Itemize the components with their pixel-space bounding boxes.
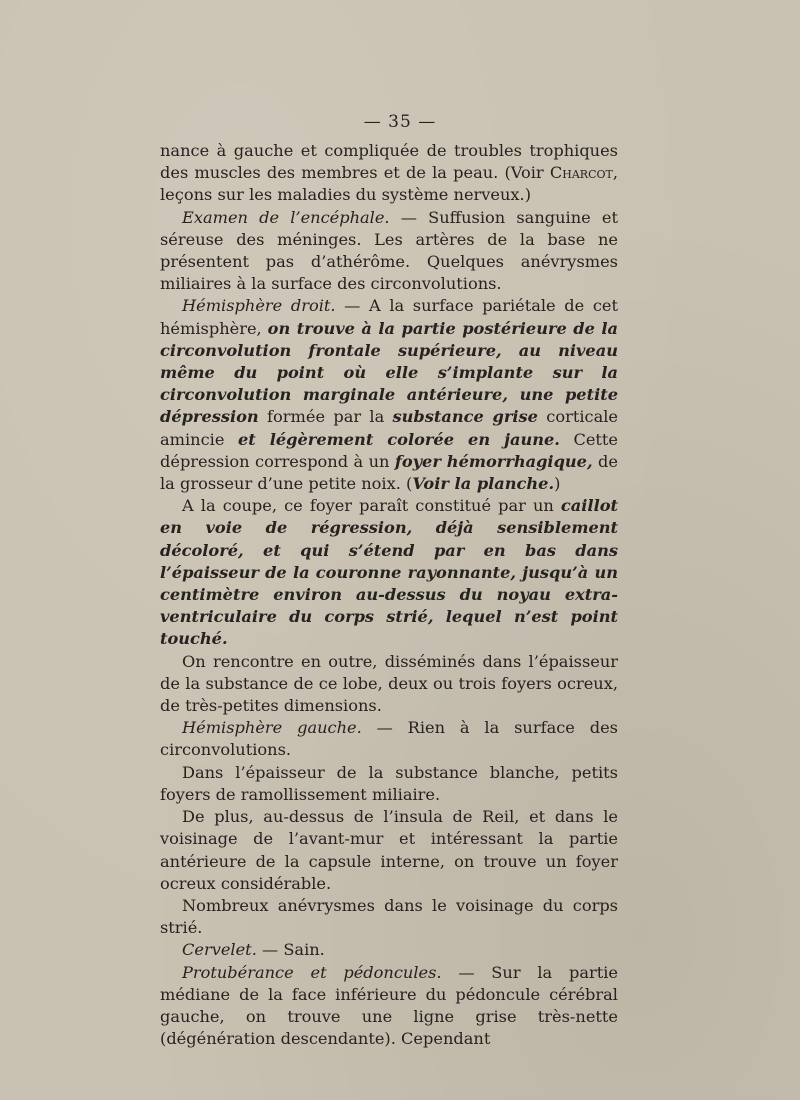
paragraph-8: De plus, au-dessus de l’insula de Reil, et dans le voisinage de l’avant-mur et intéressant la partie antérieure de la capsule interne, on trouve un foyer ocreux considérable.	[160, 807, 618, 893]
section-heading: Examen de l’encéphale.	[182, 207, 390, 227]
section-heading: Hémisphère droit.	[182, 296, 336, 316]
text-run: , leçons sur les maladies du système nerveux.)	[160, 163, 618, 205]
text-run: — A la surface pariétale de cet hémisphère,	[160, 296, 618, 338]
text-run: — Suffusion sanguine et séreuse des méninges. Les artères de la base ne présentent pas d’athérôme. Quelques anévrysmes miliaires à la surface des circonvolutions.	[160, 207, 618, 294]
paragraph-1	[160, 140, 618, 207]
text-run: formée par la	[258, 407, 393, 427]
text-run: A la coupe, ce foyer paraît constitué par un	[182, 496, 561, 516]
text-run: )	[554, 474, 561, 494]
text-run: Cette dépression correspond à un	[160, 429, 619, 471]
paragraph-9: Nombreux anévrysmes dans le voisinage du corps strié.	[160, 895, 618, 938]
emphasis: caillot en voie de régression, déjà sensiblement décoloré, et qui s’étend par en bas dans l’épaisseur de la couronne rayonnante, jusqu’à un centimètre environ au-dessus du noyau extra-ventriculaire du corps strié, lequel n’est point touché.	[160, 496, 618, 649]
paragraph-3	[160, 295, 618, 495]
section-heading: Cervelet.	[182, 940, 257, 960]
page-number: — 35 —	[363, 112, 437, 132]
emphasis: Voir la planche.	[412, 474, 555, 494]
emphasis: substance grise	[392, 407, 538, 427]
paragraph-2	[160, 207, 618, 296]
emphasis: foyer hémorrhagique,	[394, 451, 593, 471]
author-name: Charcot	[549, 163, 613, 183]
text-run: de la grosseur d’une petite noix. (	[160, 451, 618, 494]
paragraph-5: On rencontre en outre, disséminés dans l’épaisseur de la substance de ce lobe, deux ou trois foyers ocreux, de très-petites dimensions.	[160, 651, 618, 716]
emphasis: on trouve à la partie postérieure de la circonvolution frontale supérieure, au niveau même du point où elle s’implante sur la circonvolution marginale antérieure, une petite dépression	[160, 318, 618, 427]
body-text	[160, 140, 618, 1050]
paragraph-7: Dans l’épaisseur de la substance blanche, petits foyers de ramollissement miliaire.	[160, 762, 618, 804]
text-run: nance à gauche et compliquée de troubles trophiques des muscles des membres et de la peau. (Voir	[160, 141, 618, 183]
text-run: corticale amincie	[160, 407, 618, 449]
paragraph-6	[160, 717, 618, 761]
section-heading: Protubérance et pédoncules.	[182, 962, 442, 982]
text-run: — Rien à la surface des circonvolutions.	[160, 718, 618, 760]
paragraph-4	[160, 495, 618, 650]
text-run: — Sur la partie médiane de la face inférieure du pédoncule cérébral gauche, on trouve une ligne grise très-nette (dégénération descendante). Cependant	[160, 962, 618, 1049]
emphasis: et légèrement colorée en jaune.	[237, 429, 560, 449]
paragraph-10	[160, 939, 618, 961]
paragraph-11	[160, 962, 618, 1051]
text-run: — Sain.	[256, 940, 325, 960]
section-heading: Hémisphère gauche.	[182, 718, 362, 738]
